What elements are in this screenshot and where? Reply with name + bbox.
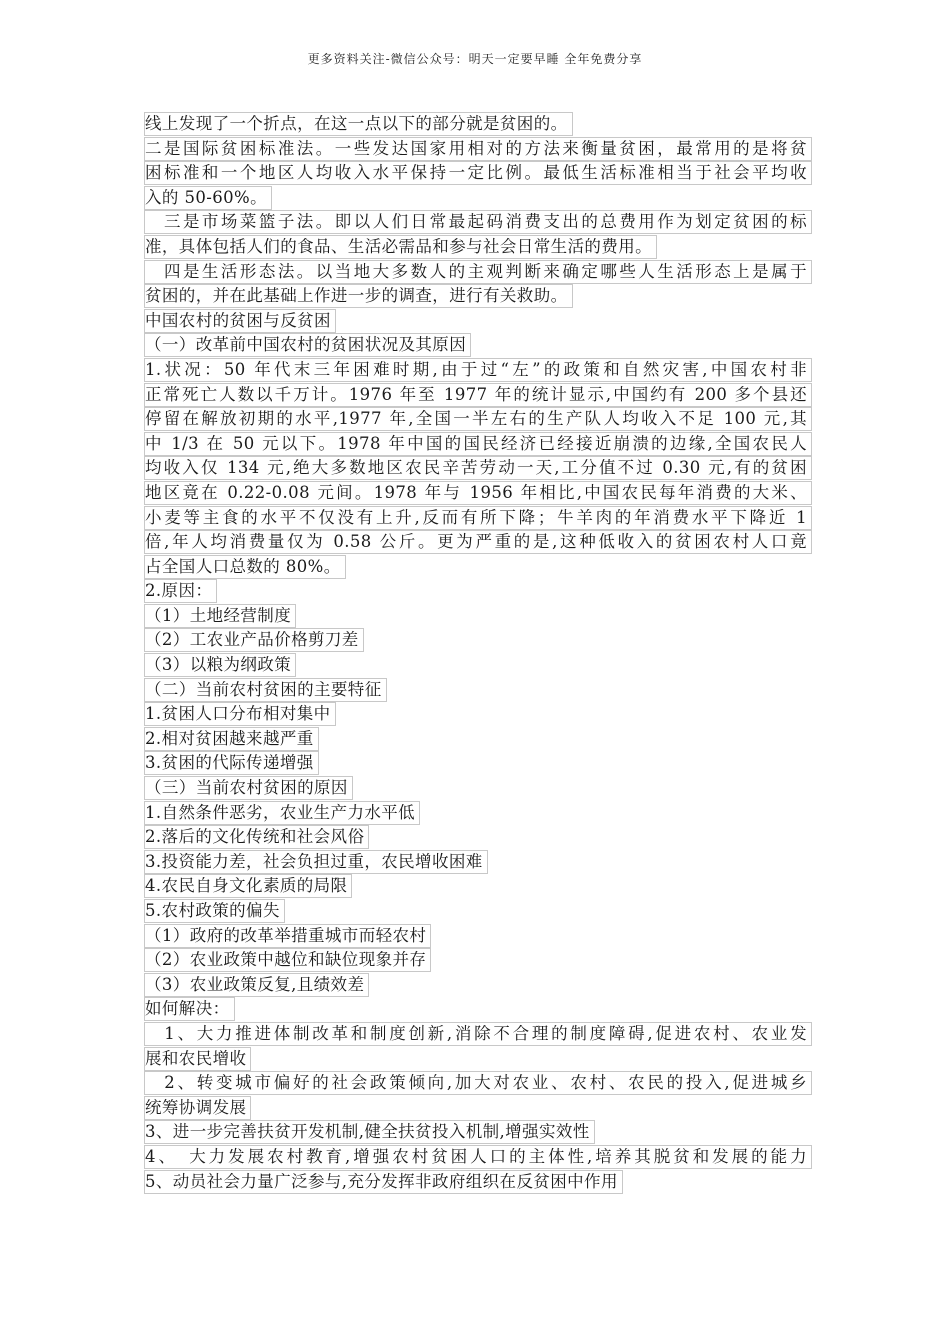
text-line	[144, 776, 824, 801]
text-line-content: 入的 50-60%。	[144, 186, 272, 210]
text-line	[144, 727, 824, 752]
text-line	[144, 284, 824, 309]
text-line-content: 1.状况：50 年代末三年困难时期,由于过“左”的政策和自然灾害,中国农村非	[144, 358, 812, 382]
text-line-content: 正常死亡人数以千万计。1976 年至 1977 年的统计显示,中国约有 200 多个县还	[144, 383, 812, 407]
text-line	[144, 899, 824, 924]
text-line-content: 1.贫困人口分布相对集中	[144, 702, 336, 726]
text-line-content: 4、 大力发展农村教育,增强农村贫困人口的主体性,培养其脱贫和发展的能力	[144, 1145, 812, 1169]
text-line-content: 3.投资能力差，社会负担过重，农民增收困难	[144, 850, 488, 874]
text-line	[144, 604, 824, 629]
text-line-content: 地区竟在 0.22-0.08 元间。1978 年与 1956 年相比,中国农民每年消费的大米、	[144, 481, 812, 505]
text-line	[144, 1170, 824, 1195]
text-line	[144, 235, 824, 260]
text-line	[144, 924, 824, 949]
text-line-content: 1、大力推进体制改革和制度创新,消除不合理的制度障碍,促进农村、农业发	[144, 1022, 812, 1046]
text-line	[144, 850, 824, 875]
text-line-content: 5.农村政策的偏失	[144, 899, 285, 923]
text-line-content: （一）改革前中国农村的贫困状况及其原因	[144, 333, 471, 357]
text-line	[144, 653, 824, 678]
text-line-content: 2.落后的文化传统和社会风俗	[144, 825, 369, 849]
text-line-content: 贫困的，并在此基础上作进一步的调查，进行有关救助。	[144, 284, 573, 308]
text-line-content: 如何解决：	[144, 997, 235, 1021]
text-line	[144, 137, 824, 162]
text-line-content: 困标准和一个地区人均收入水平保持一定比例。最低生活标准相当于社会平均收	[144, 161, 812, 185]
text-line-content: （3）以粮为纲政策	[144, 653, 296, 677]
text-line-content: 5、动员社会力量广泛参与,充分发挥非政府组织在反贫困中作用	[144, 1170, 623, 1194]
text-line	[144, 530, 824, 555]
text-line-content: （1）土地经营制度	[144, 604, 296, 628]
text-line-content: （1）政府的改革举措重城市而轻农村	[144, 924, 431, 948]
text-line	[144, 702, 824, 727]
text-line	[144, 186, 824, 211]
text-line	[144, 1047, 824, 1072]
text-line-content: 统筹协调发展	[144, 1096, 251, 1120]
text-line	[144, 1022, 824, 1047]
text-line	[144, 161, 824, 186]
text-line-content: 中国农村的贫困与反贫困	[144, 309, 336, 333]
text-line-content: （3）农业政策反复,且绩效差	[144, 973, 369, 997]
text-line-content: 停留在解放初期的水平,1977 年,全国一半左右的生产队人均收入不足 100 元,其	[144, 407, 812, 431]
text-line	[144, 456, 824, 481]
text-line	[144, 628, 824, 653]
text-line	[144, 825, 824, 850]
text-line-content: （三）当前农村贫困的原因	[144, 776, 353, 800]
text-line	[144, 309, 824, 334]
text-line-content: （2）农业政策中越位和缺位现象并存	[144, 948, 431, 972]
text-line-content: 占全国人口总数的 80%。	[144, 555, 346, 579]
text-line	[144, 948, 824, 973]
text-line	[144, 1145, 824, 1170]
text-line	[144, 333, 824, 358]
text-line-content: 准，具体包括人们的食品、生活必需品和参与社会日常生活的费用。	[144, 235, 657, 259]
text-line	[144, 1120, 824, 1145]
text-line-content: 2、转变城市偏好的社会政策倾向,加大对农业、农村、农民的投入,促进城乡	[144, 1071, 812, 1095]
text-line-content: （2）工农业产品价格剪刀差	[144, 628, 364, 652]
text-line-content: 四是生活形态法。以当地大多数人的主观判断来确定哪些人生活形态上是属于	[144, 260, 812, 284]
text-line	[144, 112, 824, 137]
text-line	[144, 801, 824, 826]
text-line-content: 4.农民自身文化素质的局限	[144, 874, 352, 898]
text-line	[144, 506, 824, 531]
text-line	[144, 678, 824, 703]
document-body	[144, 112, 824, 1194]
text-line-content: 小麦等主食的水平不仅没有上升,反而有所下降；牛羊肉的年消费水平下降近 1	[144, 506, 812, 530]
text-line	[144, 210, 824, 235]
text-line-content: 线上发现了一个折点，在这一点以下的部分就是贫困的。	[144, 112, 573, 136]
text-line-content: 3、进一步完善扶贫开发机制,健全扶贫投入机制,增强实效性	[144, 1120, 595, 1144]
text-line	[144, 383, 824, 408]
text-line	[144, 973, 824, 998]
text-line	[144, 555, 824, 580]
text-line	[144, 1071, 824, 1096]
text-line	[144, 1096, 824, 1121]
text-line-content: 倍,年人均消费量仅为 0.58 公斤。更为严重的是,这种低收入的贫困农村人口竟	[144, 530, 812, 554]
text-line-content: （二）当前农村贫困的主要特征	[144, 678, 387, 702]
text-line	[144, 260, 824, 285]
text-line	[144, 481, 824, 506]
text-line-content: 2.原因：	[144, 579, 217, 603]
text-line-content: 3.贫困的代际传递增强	[144, 751, 319, 775]
text-line-content: 均收入仅 134 元,绝大多数地区农民辛苦劳动一天,工分值不过 0.30 元,有的贫困	[144, 456, 812, 480]
text-line-content: 三是市场菜篮子法。即以人们日常最起码消费支出的总费用作为划定贫困的标	[144, 210, 812, 234]
text-line	[144, 751, 824, 776]
text-line-content: 展和农民增收	[144, 1047, 251, 1071]
text-line-content: 中 1/3 在 50 元以下。1978 年中国的国民经济已经接近崩溃的边缘,全国农民人	[144, 432, 812, 456]
text-line	[144, 407, 824, 432]
text-line	[144, 874, 824, 899]
text-line	[144, 432, 824, 457]
text-line	[144, 358, 824, 383]
page-header: 更多资料关注-微信公众号：明天一定要早睡 全年免费分享	[307, 52, 643, 66]
text-line-content: 2.相对贫困越来越严重	[144, 727, 319, 751]
text-line	[144, 997, 824, 1022]
text-line	[144, 579, 824, 604]
text-line-content: 二是国际贫困标准法。一些发达国家用相对的方法来衡量贫困，最常用的是将贫	[144, 137, 812, 161]
text-line-content: 1.自然条件恶劣，农业生产力水平低	[144, 801, 420, 825]
